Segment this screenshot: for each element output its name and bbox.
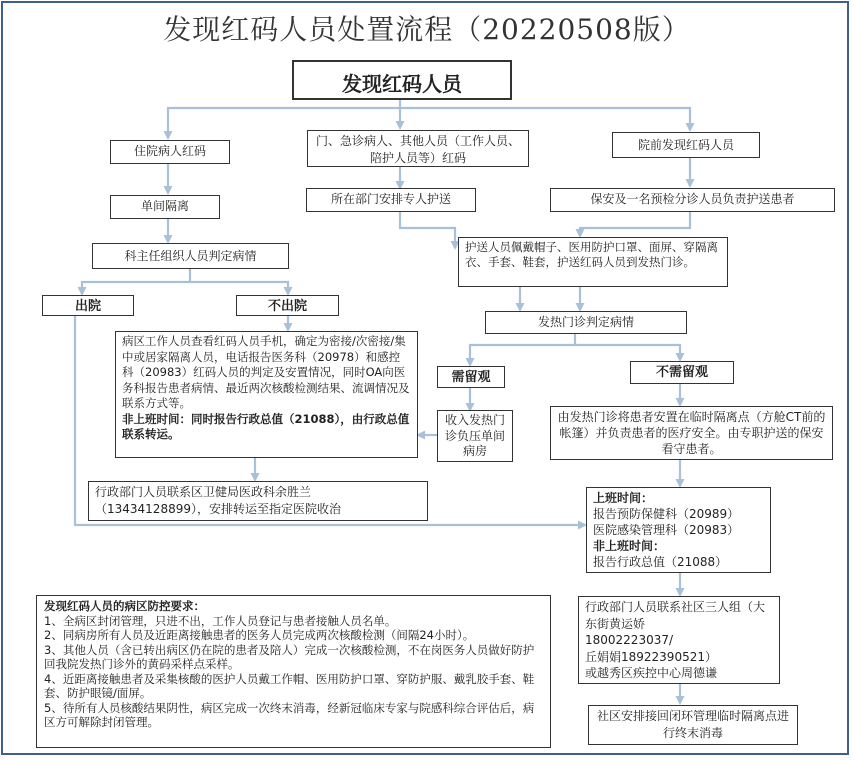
security-escort-box: 保安及一名预检分诊人员负责护送患者 xyxy=(550,188,835,212)
arrow-security-ppe xyxy=(580,212,690,236)
requirement-item: 5、待所有人员核酸结果阴性，病区完成一次终末消毒，经新冠临床专家与院感科综合评估后，病区方可解除封闭管理。 xyxy=(44,700,535,729)
community-closure-box: 社区安排接回闭环管理临时隔离点进行终末消毒 xyxy=(588,705,798,745)
work-time-label: 上班时间： xyxy=(593,491,654,505)
main-box-red-code: 发现红码人员 xyxy=(292,60,512,100)
requirement-item: 2、同病房所有人员及近距离接触患者的医务人员完成两次核酸检测（间隔24小时）。 xyxy=(44,628,475,642)
arrow-director-notdischarge xyxy=(190,282,288,294)
requirement-item: 1、全病区封闭管理，只进不出，工作人员登记与患者接触人员名单。 xyxy=(44,613,397,628)
off-time-label: 非上班时间： xyxy=(593,539,666,553)
ward-staff-offhours-text: 非上班时间：同时报告行政总值（21088），由行政总值联系转运。 xyxy=(122,411,410,441)
ward-requirements-box xyxy=(36,595,551,748)
off-report-line1: 报告行政总值（21088） xyxy=(593,555,728,569)
community-contact-line4: 或越秀区疾控中心周德谦 xyxy=(585,666,718,680)
community-contact-line3: 丘娟娟18922390521） xyxy=(585,649,717,664)
prehospital-red-code-box: 院前发现红码人员 xyxy=(612,132,760,158)
single-room-isolation-box: 单间隔离 xyxy=(110,195,220,219)
arrow-director-discharge xyxy=(82,268,190,294)
admit-negative-pressure-box: 收入发热门诊负压单间病房 xyxy=(437,410,513,462)
page-title: 发现红码人员处置流程（20220508版） xyxy=(163,13,691,46)
community-contact-line2: 18002223037/ xyxy=(585,633,674,647)
inpatient-red-code-box: 住院病人红码 xyxy=(110,140,230,164)
outpatient-red-code-box: 门、急诊病人、其他人员（工作人员、陪护人员等）红码 xyxy=(307,130,529,167)
escort-ppe-box: 护送人员佩戴帽子、医用防护口罩、面屏、穿隔离衣、手套、鞋套，护送红码人员到发热门诊。 xyxy=(458,237,728,287)
no-observe-label: 不需留观 xyxy=(630,361,734,384)
work-report-line1: 报告预防保健科（20989） xyxy=(593,507,740,521)
not-discharge-label: 不出院 xyxy=(236,295,339,316)
dept-escort-box: 所在部门安排专人护送 xyxy=(306,188,476,212)
community-contact-line1: 行政部门人员联系社区三人组（大东街黄运娇 xyxy=(585,600,766,631)
ward-staff-check-box xyxy=(115,331,418,458)
fever-clinic-judge-box: 发热门诊判定病情 xyxy=(485,311,687,334)
community-contact-box xyxy=(578,596,780,684)
requirement-item: 4、近距离接触患者及采集核酸的医护人员戴工作帽、医用防护口罩、穿防护服、戴乳胶手套、鞋套、防护眼镜/面屏。 xyxy=(44,671,535,700)
requirements-title: 发现红码人员的病区防控要求： xyxy=(44,599,205,613)
requirement-item: 3、其他人员（含已转出病区仍在院的患者及陪人）完成一次核酸检测，不在岗医务人员做好防护回我院发热门诊外的黄码采样点采样。 xyxy=(44,642,535,671)
arrow-dept-ppe xyxy=(400,212,455,248)
discharge-label: 出院 xyxy=(42,295,134,316)
ward-staff-check-text: 病区工作人员查看红码人员手机，确定为密接/次密接/集中或居家隔离人员，电话报告医务科（20978）和感控科（20983）红码人员的判定及安置情况，同时OA向医务科报告患者病情、最近两次核酸检测结果、流调情况及联系方式等。 xyxy=(122,334,410,410)
arrow-main-prehospital xyxy=(400,108,690,130)
director-judge-box: 科主任组织人员判定病情 xyxy=(92,243,289,269)
temp-isolation-box: 由发热门诊将患者安置在临时隔离点（方舱CT前的帐篷）并负责患者的医疗安全。由专职护送的保安看守患者。 xyxy=(550,406,833,460)
arrow-fever-noneed xyxy=(575,345,680,360)
arrow-fever-need xyxy=(470,333,575,365)
need-observe-label: 需留观 xyxy=(437,366,505,388)
report-box xyxy=(586,487,771,573)
admin-contact-health-box: 行政部门人员联系区卫健局医政科余胜兰（13434128899），安排转运至指定医院收治 xyxy=(88,481,428,521)
work-report-line2: 医院感染管理科（20983） xyxy=(593,523,740,537)
